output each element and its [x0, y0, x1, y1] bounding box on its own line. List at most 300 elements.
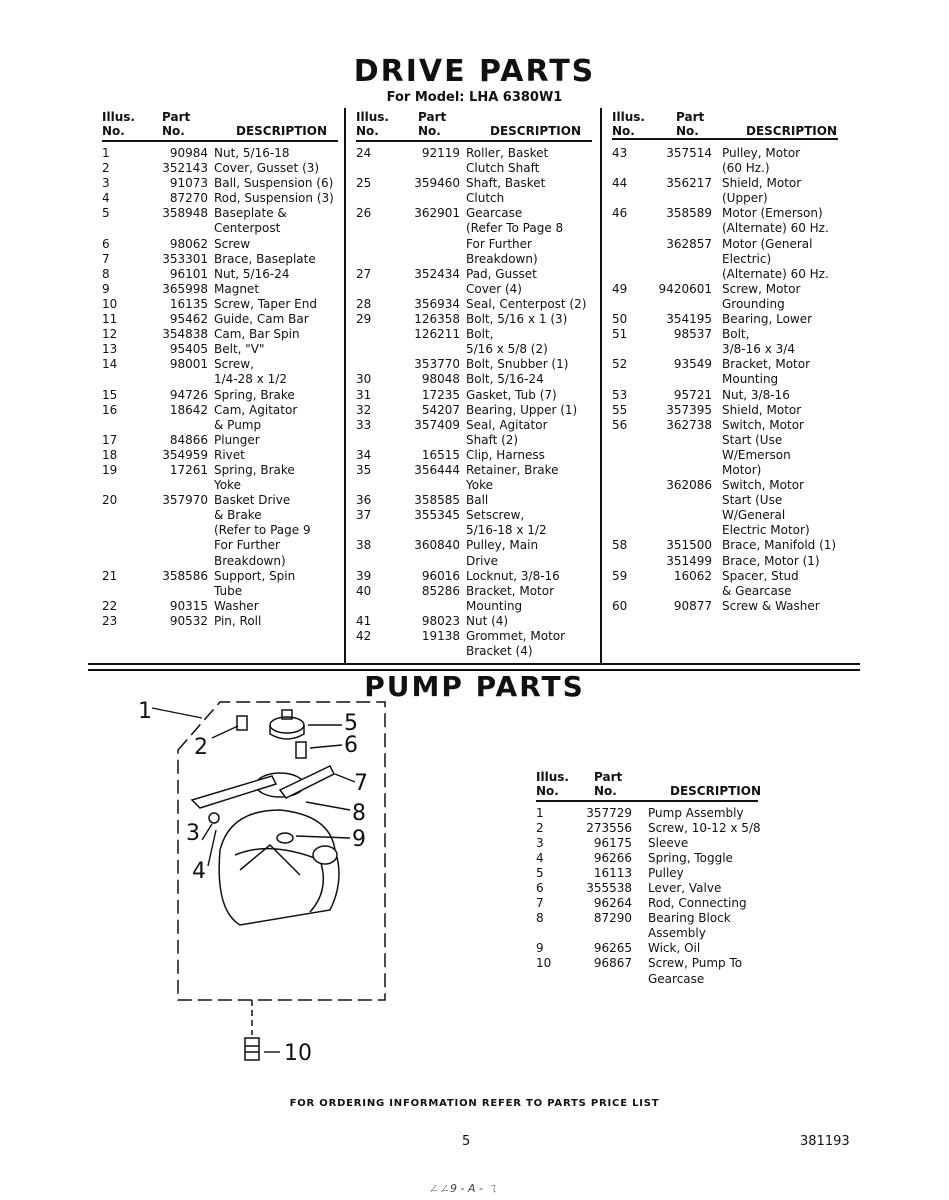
callout-label: 3 — [186, 821, 200, 846]
part-number: 16062 — [673, 568, 712, 583]
table-row — [102, 448, 342, 463]
table-row — [356, 372, 600, 387]
sleeve-part — [209, 813, 219, 823]
table-row — [356, 538, 600, 553]
illus-number: 50 — [612, 312, 628, 327]
table-row — [612, 221, 842, 236]
header-part-no: Part No. — [418, 110, 447, 138]
part-number: 96101 — [169, 266, 208, 281]
table-row — [612, 297, 842, 312]
header-illus-no: Illus. No. — [536, 770, 569, 798]
pump-body — [192, 766, 339, 925]
part-description: Cam, Agitator — [214, 402, 298, 417]
table-row — [536, 941, 796, 956]
illus-number: 40 — [356, 583, 372, 598]
table-row — [612, 554, 842, 569]
part-description: Shield, Motor — [722, 402, 802, 417]
illus-number: 36 — [356, 493, 372, 508]
part-description: (Refer To Page 8 — [466, 221, 564, 236]
ordering-note: FOR ORDERING INFORMATION REFER TO PARTS PRICE LIST — [289, 1098, 660, 1109]
table-row — [536, 972, 796, 987]
model-subtitle: For Model: LHA 6380W1 — [386, 90, 563, 105]
illus-number: 38 — [356, 538, 372, 553]
table-row — [612, 161, 842, 176]
table-row — [102, 237, 342, 252]
illus-number: 41 — [356, 613, 372, 628]
column-header — [356, 108, 600, 142]
table-row — [612, 478, 842, 493]
illus-number: 8 — [536, 911, 544, 926]
part-number: 356934 — [414, 296, 460, 311]
part-number: 354838 — [162, 327, 208, 342]
table-row — [356, 629, 600, 644]
part-description: Support, Spin — [214, 568, 296, 583]
part-number: 357729 — [586, 805, 632, 820]
illus-number: 8 — [102, 266, 110, 281]
part-number: 96266 — [593, 850, 632, 865]
illus-number: 3 — [536, 835, 544, 850]
illus-number: 4 — [102, 191, 110, 206]
illus-number: 29 — [356, 312, 372, 327]
part-description: Drive — [466, 553, 498, 568]
part-description: W/General — [722, 508, 786, 523]
illus-number: 24 — [356, 146, 372, 160]
illus-number: 39 — [356, 568, 372, 583]
illus-number: 17 — [102, 432, 118, 447]
table-row — [612, 433, 842, 448]
part-description: Pin, Roll — [214, 613, 262, 628]
table-row — [356, 584, 600, 599]
part-number: 94726 — [169, 387, 208, 402]
header-illus-no: Illus. No. — [356, 110, 389, 138]
part-description: Clip, Harness — [466, 447, 545, 462]
page-number: 5 — [462, 1134, 471, 1149]
table-row — [612, 388, 842, 403]
table-row — [536, 881, 796, 896]
part-description: Belt, "V" — [214, 342, 265, 357]
part-number: 353301 — [162, 251, 208, 266]
part-description: Motor (Emerson) — [722, 206, 823, 221]
part-description: & Gearcase — [722, 583, 792, 598]
illus-number: 34 — [356, 447, 372, 462]
part-description: Setscrew, — [466, 508, 525, 523]
part-number: 352143 — [162, 161, 208, 176]
part-description: Start (Use — [722, 432, 783, 447]
parts-rows — [102, 146, 342, 629]
pump-parts-table — [536, 768, 796, 987]
column-divider — [600, 108, 602, 664]
table-row — [102, 191, 342, 206]
part-number: 358586 — [162, 568, 208, 583]
table-row — [102, 584, 342, 599]
header-description: DESCRIPTION — [236, 124, 328, 138]
part-description: Cover (4) — [466, 281, 522, 296]
part-description: Shaft, Basket — [466, 176, 546, 191]
table-row — [356, 206, 600, 221]
part-number: 91073 — [169, 176, 208, 191]
part-number: 16113 — [593, 865, 632, 880]
part-number: 95405 — [169, 342, 208, 357]
illus-number: 4 — [536, 850, 544, 865]
illus-number: 9 — [102, 281, 110, 296]
part-description: & Pump — [214, 417, 262, 432]
part-number: 126358 — [414, 312, 460, 327]
part-number: 90984 — [169, 146, 208, 160]
table-row — [536, 821, 796, 836]
table-row — [102, 252, 342, 267]
table-row — [536, 866, 796, 881]
part-description: 3/8-16 x 3/4 — [722, 342, 795, 357]
part-description: Electric) — [722, 251, 772, 266]
table-row — [356, 176, 600, 191]
part-number: 96016 — [421, 568, 460, 583]
part-number: 84866 — [169, 432, 208, 447]
table-row — [536, 806, 796, 821]
table-row — [102, 206, 342, 221]
part-number: 95721 — [673, 387, 712, 402]
part-description: Brace, Baseplate — [214, 251, 316, 266]
part-number: 19138 — [421, 629, 460, 643]
table-row — [612, 508, 842, 523]
part-description: Seal, Centerpost (2) — [466, 296, 587, 311]
part-description: Rod, Connecting — [648, 896, 747, 911]
illus-number: 37 — [356, 508, 372, 523]
part-description: Screw, — [214, 357, 254, 372]
table-row — [356, 614, 600, 629]
table-row — [356, 282, 600, 297]
table-row — [536, 911, 796, 926]
header-part-no: Part No. — [162, 110, 191, 138]
table-row — [612, 191, 842, 206]
column-header — [102, 108, 342, 142]
part-description: Screw, Taper End — [214, 296, 317, 311]
part-description: Basket Drive — [214, 493, 291, 508]
part-description: For Further — [214, 538, 280, 553]
table-row — [102, 297, 342, 312]
table-row — [356, 327, 600, 342]
part-number: 17235 — [421, 387, 460, 402]
table-row — [102, 433, 342, 448]
table-row — [356, 463, 600, 478]
part-number: 273556 — [586, 820, 632, 835]
header-underline — [536, 800, 758, 802]
part-number: 358948 — [162, 206, 208, 221]
part-number: 16515 — [421, 447, 460, 462]
table-row — [356, 342, 600, 357]
part-description: Pulley, Motor — [722, 146, 801, 160]
part-description: Nut (4) — [466, 613, 509, 628]
header-description: DESCRIPTION — [490, 124, 582, 138]
part-description: Baseplate & — [214, 206, 287, 221]
illus-number: 18 — [102, 447, 118, 462]
part-description: Seal, Agitator — [466, 417, 548, 432]
part-description: Grommet, Motor — [466, 629, 566, 643]
part-description: Spring, Toggle — [648, 850, 733, 865]
part-description: Assembly — [648, 926, 706, 941]
illus-number: 10 — [536, 956, 552, 971]
table-row — [612, 357, 842, 372]
illus-number: 28 — [356, 296, 372, 311]
parts-rows — [356, 146, 600, 659]
part-number: 85286 — [421, 583, 460, 598]
part-number: 356444 — [414, 462, 460, 477]
part-number: 351500 — [666, 538, 712, 553]
table-row — [612, 312, 842, 327]
table-row — [356, 448, 600, 463]
table-row — [102, 176, 342, 191]
table-row — [102, 569, 342, 584]
part-description: Switch, Motor — [722, 478, 804, 493]
illus-number: 20 — [102, 493, 118, 508]
part-description: Screw, 10-12 x 5/8 — [648, 820, 761, 835]
part-description: Bolt, — [722, 327, 750, 342]
illus-number: 51 — [612, 327, 628, 342]
table-row — [102, 267, 342, 282]
table-row — [102, 388, 342, 403]
screw-10-part — [245, 1000, 259, 1060]
table-row — [356, 599, 600, 614]
part-number: 351499 — [666, 553, 712, 568]
part-description: Bracket, Motor — [722, 357, 811, 372]
header-underline — [612, 138, 838, 140]
table-row — [356, 523, 600, 538]
part-description: Bearing Block — [648, 911, 731, 926]
callout-label: 5 — [344, 711, 358, 736]
part-number: 365998 — [162, 281, 208, 296]
table-row — [612, 463, 842, 478]
table-row — [356, 554, 600, 569]
part-number: 18642 — [169, 402, 208, 417]
part-description: Shield, Motor — [722, 176, 802, 191]
lever-valve-part — [296, 742, 306, 758]
document-code: 381193 — [800, 1134, 850, 1149]
part-description: Tube — [214, 583, 243, 598]
part-number: 16135 — [169, 296, 208, 311]
part-number: 96867 — [593, 956, 632, 971]
column-divider — [344, 108, 346, 664]
table-row — [356, 191, 600, 206]
part-description: Nut, 5/16-24 — [214, 266, 290, 281]
parts-rows — [612, 146, 842, 614]
table-row — [612, 493, 842, 508]
part-number: 357395 — [666, 402, 712, 417]
illus-number: 5 — [536, 865, 544, 880]
illus-number: 23 — [102, 613, 118, 628]
table-row — [536, 836, 796, 851]
part-number: 362086 — [666, 478, 712, 493]
illus-number: 5 — [102, 206, 110, 221]
part-description: Breakdown) — [466, 251, 538, 266]
illus-number: 56 — [612, 417, 628, 432]
part-description: Motor) — [722, 462, 762, 477]
table-row — [612, 523, 842, 538]
table-row — [612, 282, 842, 297]
table-row — [612, 448, 842, 463]
part-number: 93549 — [673, 357, 712, 372]
part-number: 54207 — [421, 402, 460, 417]
part-description: Shaft (2) — [466, 432, 519, 447]
illus-number: 42 — [356, 629, 372, 643]
part-description: Washer — [214, 598, 259, 613]
header-part-no: Part No. — [676, 110, 705, 138]
table-row — [612, 418, 842, 433]
illus-number: 10 — [102, 296, 118, 311]
part-description: Cam, Bar Spin — [214, 327, 300, 342]
pump-section-title: PUMP PARTS — [364, 670, 585, 703]
table-row — [356, 388, 600, 403]
part-number: 98001 — [169, 357, 208, 372]
table-row — [102, 478, 342, 493]
table-row — [102, 327, 342, 342]
part-description: Screw — [214, 236, 251, 251]
part-description: Clutch Shaft — [466, 161, 540, 176]
part-number: 96265 — [593, 941, 632, 956]
table-row — [102, 463, 342, 478]
part-description: 1/4-28 x 1/2 — [214, 372, 287, 387]
callout-label: 10 — [284, 1041, 312, 1066]
part-number: 357514 — [666, 146, 712, 160]
part-description: Bearing, Upper (1) — [466, 402, 578, 417]
part-description: 5/16-18 x 1/2 — [466, 523, 547, 538]
table-row — [612, 327, 842, 342]
illus-number: 2 — [536, 820, 544, 835]
table-row — [102, 554, 342, 569]
table-row — [612, 372, 842, 387]
part-description: W/Emerson — [722, 447, 791, 462]
callout-label: 9 — [352, 827, 366, 852]
callout-label: 6 — [344, 733, 358, 758]
part-description: Bracket (4) — [466, 644, 533, 659]
header-description: DESCRIPTION — [746, 124, 838, 138]
table-row — [356, 146, 600, 161]
illus-number: 32 — [356, 402, 372, 417]
table-row — [612, 538, 842, 553]
part-description: Nut, 3/8-16 — [722, 387, 790, 402]
part-number: 87290 — [593, 911, 632, 926]
table-row — [102, 161, 342, 176]
part-number: 362857 — [666, 236, 712, 251]
table-row — [356, 418, 600, 433]
illus-number: 6 — [102, 236, 110, 251]
part-description: Gasket, Tub (7) — [466, 387, 557, 402]
screw-2-part — [237, 716, 247, 730]
illus-number: 22 — [102, 598, 118, 613]
part-description: Spring, Brake — [214, 387, 295, 402]
pulley-part — [270, 710, 304, 739]
parts-rows — [536, 806, 796, 987]
callout-label: 1 — [138, 699, 152, 724]
part-description: For Further — [466, 236, 532, 251]
table-row — [612, 569, 842, 584]
table-row — [356, 312, 600, 327]
part-number: 358589 — [666, 206, 712, 221]
table-row — [612, 403, 842, 418]
part-description: (60 Hz.) — [722, 161, 770, 176]
illus-number: 6 — [536, 880, 544, 895]
illus-number: 52 — [612, 357, 628, 372]
table-row — [536, 956, 796, 971]
part-description: Wick, Oil — [648, 941, 701, 956]
part-description: Bearing, Lower — [722, 312, 813, 327]
part-description: Mounting — [466, 598, 523, 613]
part-number: 352434 — [414, 266, 460, 281]
table-row — [102, 493, 342, 508]
table-row — [356, 357, 600, 372]
part-description: Clutch — [466, 191, 505, 206]
part-number: 357409 — [414, 417, 460, 432]
part-description: (Refer to Page 9 — [214, 523, 311, 538]
part-number: 358585 — [414, 493, 460, 508]
part-description: Start (Use — [722, 493, 783, 508]
part-description: Pulley — [648, 865, 684, 880]
callout-label: 2 — [194, 735, 208, 760]
part-description: Ball — [466, 493, 489, 508]
part-description: Bolt, 5/16-24 — [466, 372, 544, 387]
part-number: 357970 — [162, 493, 208, 508]
part-description: Plunger — [214, 432, 260, 447]
part-number: 362901 — [414, 206, 460, 221]
part-description: Retainer, Brake — [466, 462, 559, 477]
table-row — [356, 221, 600, 236]
illus-number: 3 — [102, 176, 110, 191]
table-row — [612, 599, 842, 614]
callout-label: 8 — [352, 801, 366, 826]
part-description: (Alternate) 60 Hz. — [722, 221, 829, 236]
illus-number: 15 — [102, 387, 118, 402]
part-description: Electric Motor) — [722, 523, 810, 538]
illus-number: 49 — [612, 281, 628, 296]
illus-number: 7 — [102, 251, 110, 266]
part-description: Pump Assembly — [648, 805, 744, 820]
table-row — [356, 252, 600, 267]
part-description: Screw & Washer — [722, 598, 820, 613]
illus-number: 26 — [356, 206, 372, 221]
part-description: & Brake — [214, 508, 262, 523]
header-description: DESCRIPTION — [670, 784, 762, 798]
part-number: 17261 — [169, 462, 208, 477]
illus-number: 27 — [356, 266, 372, 281]
part-number: 354195 — [666, 312, 712, 327]
callout-label: 7 — [354, 771, 368, 796]
table-row — [356, 267, 600, 282]
part-description: Bolt, — [466, 327, 494, 342]
illus-number: 9 — [536, 941, 544, 956]
illus-number: 7 — [536, 896, 544, 911]
illus-number: 1 — [102, 146, 110, 160]
table-row — [612, 146, 842, 161]
part-number: 87270 — [169, 191, 208, 206]
illus-number: 21 — [102, 568, 118, 583]
table-row — [102, 146, 342, 161]
table-row — [612, 237, 842, 252]
part-description: Breakdown) — [214, 553, 286, 568]
part-number: 90877 — [673, 598, 712, 613]
illus-number: 33 — [356, 417, 372, 432]
table-row — [102, 342, 342, 357]
part-description: Spring, Brake — [214, 462, 295, 477]
illus-number: 44 — [612, 176, 628, 191]
part-description: Screw, Motor — [722, 281, 801, 296]
part-number: 90315 — [169, 598, 208, 613]
table-row — [356, 508, 600, 523]
table-row — [102, 523, 342, 538]
table-row — [536, 926, 796, 941]
part-description: Bracket, Motor — [466, 583, 555, 598]
table-row — [102, 418, 342, 433]
part-description: Screw, Pump To — [648, 956, 743, 971]
table-row — [612, 252, 842, 267]
part-number: 98537 — [673, 327, 712, 342]
